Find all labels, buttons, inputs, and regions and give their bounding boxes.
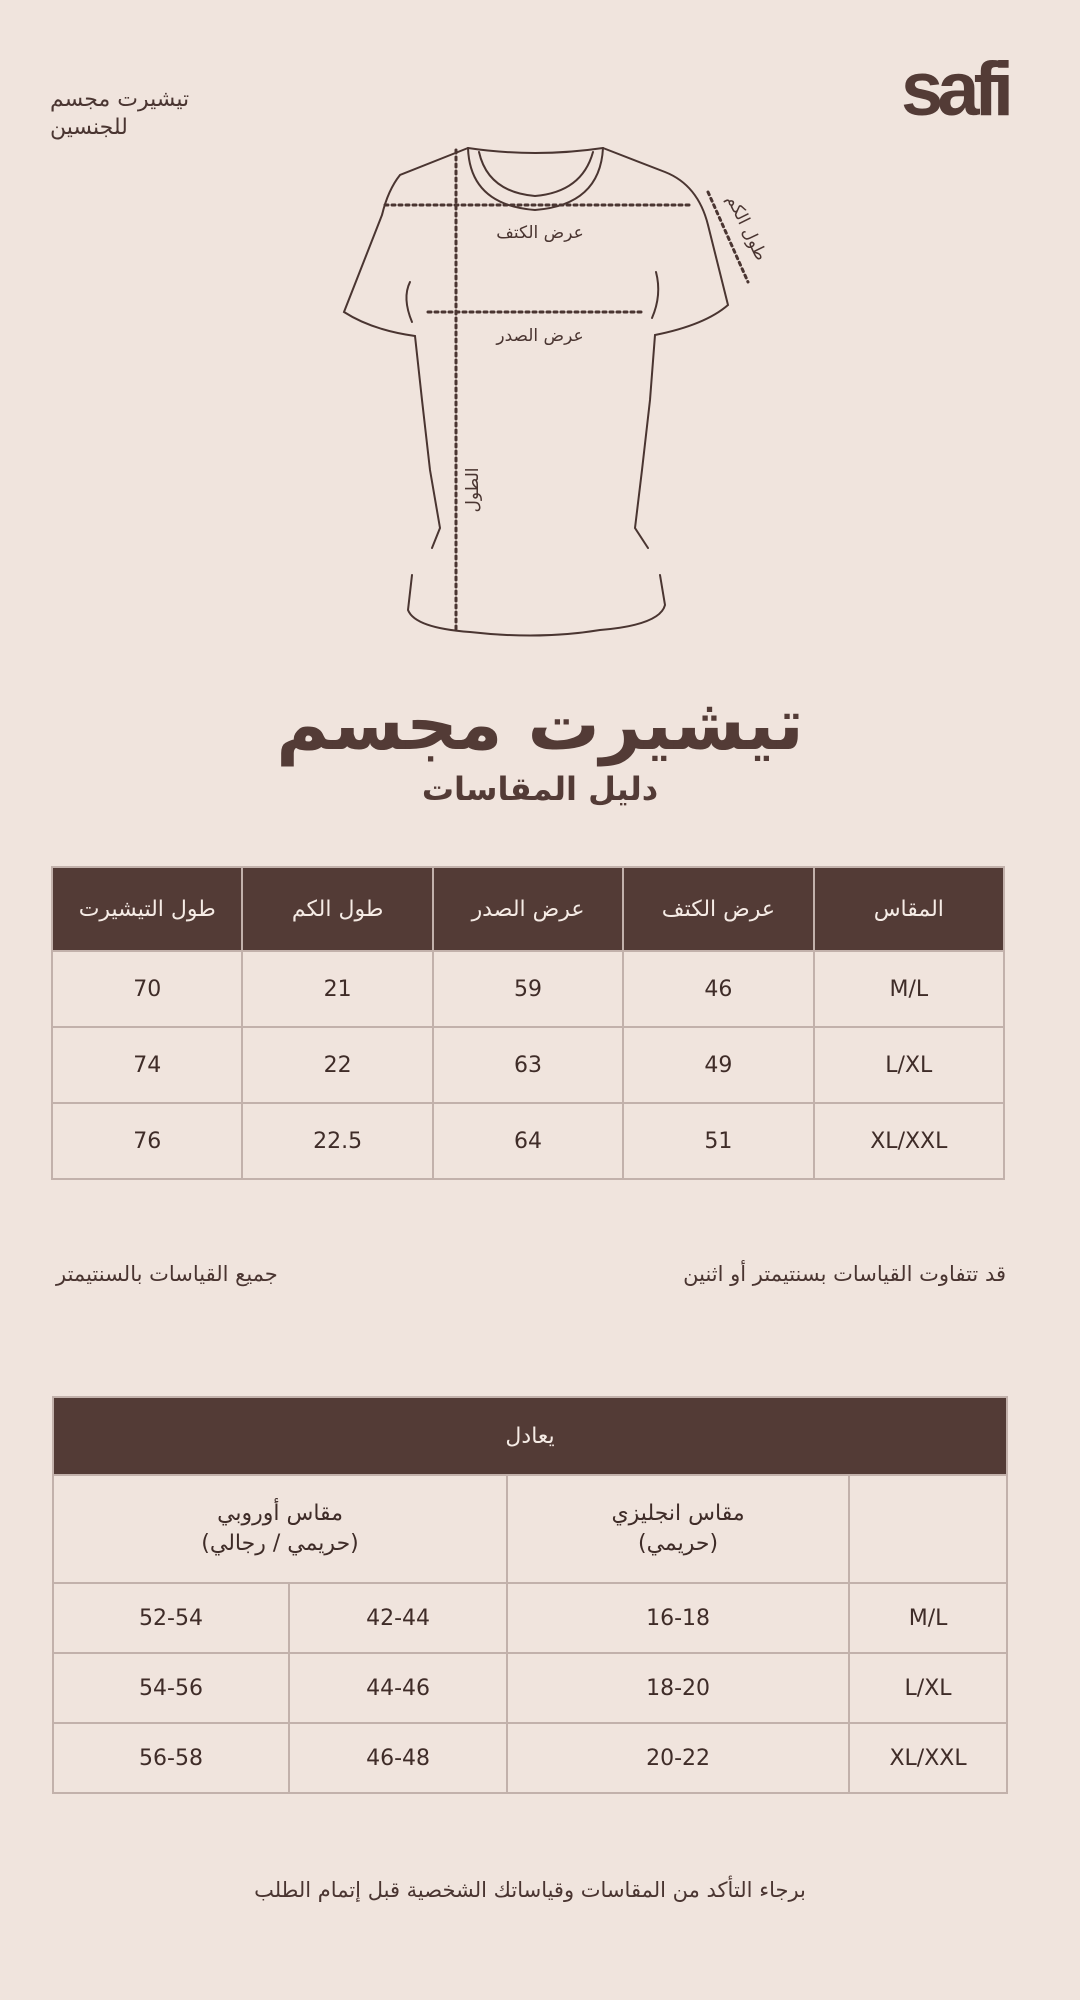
table-row	[52, 1103, 1004, 1179]
diagram-label-chest: عرض الصدر	[496, 326, 584, 346]
table-cell: 76	[52, 1103, 242, 1179]
table-cell: M/L	[814, 951, 1004, 1027]
table-cell: 59	[433, 951, 623, 1027]
empty-header-cell	[849, 1475, 1007, 1583]
uk-size-header-line2: (حريمي)	[638, 1531, 719, 1556]
eu-size-header-line1: مقاس أوروبي	[217, 1501, 343, 1526]
table-cell: 54-56	[53, 1653, 289, 1723]
size-table	[51, 866, 1005, 1180]
equivalence-header-row	[53, 1475, 1007, 1583]
table-cell: L/XL	[814, 1027, 1004, 1103]
size-table-header-row	[52, 867, 1004, 951]
table-cell: 18-20	[507, 1653, 849, 1723]
equivalence-title-row	[53, 1397, 1007, 1475]
table-cell: 20-22	[507, 1723, 849, 1793]
table-row	[53, 1653, 1007, 1723]
table-cell: M/L	[849, 1583, 1007, 1653]
table-cell: 46-48	[289, 1723, 507, 1793]
table-cell: 56-58	[53, 1723, 289, 1793]
table-cell: XL/XXL	[814, 1103, 1004, 1179]
table-cell: 63	[433, 1027, 623, 1103]
equivalence-table	[52, 1396, 1008, 1794]
table-row	[53, 1723, 1007, 1793]
table-cell: 21	[242, 951, 432, 1027]
table-cell: 49	[623, 1027, 813, 1103]
page-subtitle: دليل المقاسات	[421, 770, 659, 808]
page-title: تيشيرت مجسم	[276, 682, 804, 766]
uk-size-header	[507, 1475, 849, 1583]
size-table-header: عرض الصدر	[433, 867, 623, 951]
eu-size-header	[53, 1475, 507, 1583]
uk-size-header-line1: مقاس انجليزي	[611, 1501, 745, 1526]
table-cell: 16-18	[507, 1583, 849, 1653]
table-cell: 52-54	[53, 1583, 289, 1653]
product-label-line2: للجنسين	[50, 115, 128, 140]
equivalence-title: يعادل	[53, 1397, 1007, 1475]
diagram-label-shoulder: عرض الكتف	[496, 223, 584, 243]
table-row	[53, 1583, 1007, 1653]
table-row	[52, 951, 1004, 1027]
table-cell: 64	[433, 1103, 623, 1179]
tshirt-diagram	[330, 135, 780, 645]
footer-note: برجاء التأكد من المقاسات وقياساتك الشخصية قبل إتمام الطلب	[254, 1878, 806, 1902]
size-table-header: عرض الكتف	[623, 867, 813, 951]
table-cell: 70	[52, 951, 242, 1027]
table-cell: 44-46	[289, 1653, 507, 1723]
diagram-label-sleeve: طول الكم	[722, 191, 771, 264]
table-row	[52, 1027, 1004, 1103]
unit-note: جميع القياسات بالسنتيمتر	[56, 1262, 278, 1286]
product-label-line1: تيشيرت مجسم	[50, 87, 190, 112]
table-cell: XL/XXL	[849, 1723, 1007, 1793]
table-cell: 46	[623, 951, 813, 1027]
table-cell: 51	[623, 1103, 813, 1179]
variance-note: قد تتفاوت القياسات بسنتيمتر أو اثنين	[683, 1262, 1006, 1286]
size-table-header: طول التيشيرت	[52, 867, 242, 951]
table-cell: 22.5	[242, 1103, 432, 1179]
size-table-header: المقاس	[814, 867, 1004, 951]
table-cell: L/XL	[849, 1653, 1007, 1723]
size-table-header: طول الكم	[242, 867, 432, 951]
eu-size-header-line2: (حريمي / رجالي)	[201, 1531, 359, 1556]
table-cell: 74	[52, 1027, 242, 1103]
table-cell: 22	[242, 1027, 432, 1103]
brand-logo: safi	[901, 47, 1008, 132]
diagram-label-length: الطول	[463, 467, 483, 513]
product-label	[50, 86, 250, 142]
table-cell: 42-44	[289, 1583, 507, 1653]
